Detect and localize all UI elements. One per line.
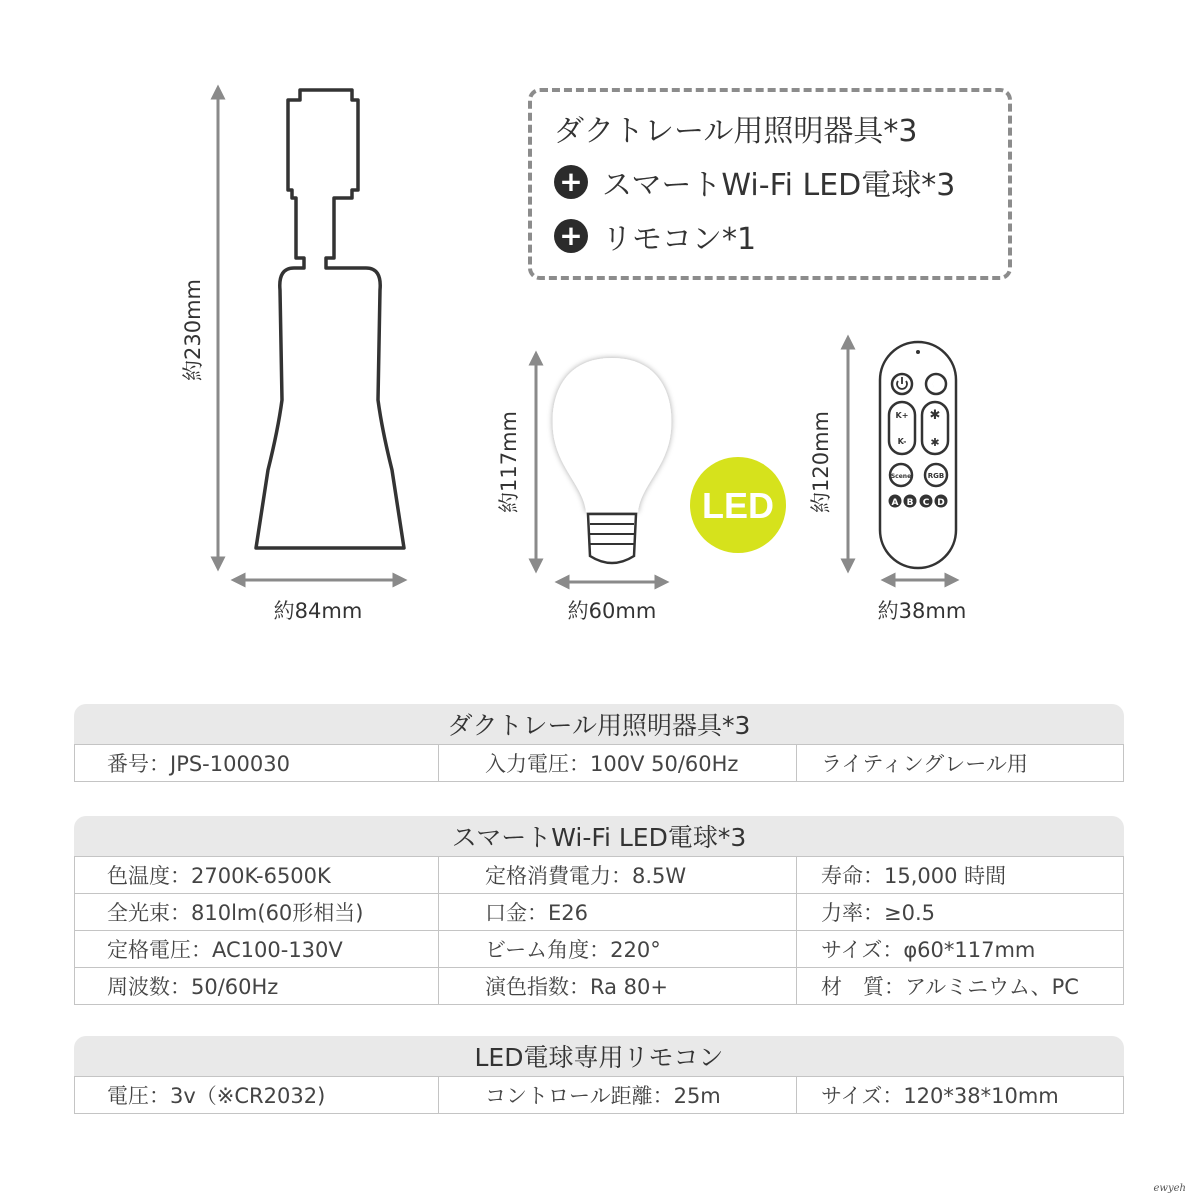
table-row <box>75 744 1123 781</box>
remote-scene: Scene <box>890 473 912 480</box>
remote-width-label: 約38mm <box>877 599 967 623</box>
table-cell: 口金：E26 <box>439 894 797 930</box>
remote-b: B <box>906 498 914 508</box>
table-row <box>75 856 1123 893</box>
table-cell: 周波数：50/60Hz <box>75 968 439 1004</box>
fixture-spec-title: ダクトレール用照明器具*3 <box>74 704 1124 744</box>
bulb-width-label: 約60mm <box>567 599 657 623</box>
watermark: ewyeh <box>1153 1183 1186 1194</box>
table-cell: 電圧：3v（※CR2032) <box>75 1077 439 1113</box>
fixture-width-label: 約84mm <box>273 599 363 623</box>
table-cell: サイズ：φ60*117mm <box>821 938 1036 962</box>
table-cell: ライティングレール用 <box>821 752 1028 776</box>
track-light-fixture-icon <box>256 90 404 548</box>
fixture-spec-table <box>74 704 1124 782</box>
table-cell: 色温度：2700K-6500K <box>75 857 439 893</box>
remote-k-minus: K- <box>897 437 907 446</box>
bulb-spec-table <box>74 816 1124 1005</box>
remote-d: D <box>937 498 945 508</box>
table-row <box>75 930 1123 967</box>
remote-height-label: 約120mm <box>809 411 833 513</box>
table-cell: 定格電圧：AC100-130V <box>75 931 439 967</box>
remote-rgb: RGB <box>927 472 945 480</box>
table-cell: サイズ：120*38*10mm <box>821 1084 1059 1108</box>
plus-icon: + <box>554 219 588 253</box>
table-cell: 全光束：810lm(60形相当) <box>75 894 439 930</box>
bulb-height-label: 約117mm <box>497 411 521 513</box>
table-row <box>75 967 1123 1004</box>
remote-spec-title: LED電球専用リモコン <box>74 1036 1124 1076</box>
brightness-up-icon: ✱ <box>929 408 941 423</box>
table-cell: 入力電圧：100V 50/60Hz <box>439 745 797 781</box>
table-cell: 力率：≥0.5 <box>821 901 935 925</box>
table-cell: 定格消費電力：8.5W <box>439 857 797 893</box>
remote-a: A <box>891 498 899 508</box>
remote-c: C <box>922 498 930 508</box>
fixture-height-label: 約230mm <box>181 279 205 381</box>
led-bulb-icon <box>553 358 672 563</box>
brightness-down-icon: ✱ <box>930 436 940 449</box>
table-cell: ビーム角度：220° <box>439 931 797 967</box>
package-line-remote: + リモコン*1 <box>554 214 756 258</box>
plus-icon: + <box>554 165 588 199</box>
remote-control-icon <box>880 342 956 568</box>
package-line-fixture: ダクトレール用照明器具*3 <box>554 114 918 149</box>
table-cell: 演色指数：Ra 80+ <box>439 968 797 1004</box>
table-cell: 寿命：15,000 時間 <box>821 864 1007 888</box>
table-row <box>75 893 1123 930</box>
package-contents-box <box>528 88 1012 280</box>
led-badge-label: LED <box>702 485 774 526</box>
remote-spec-table <box>74 1036 1124 1114</box>
bulb-spec-title: スマートWi-Fi LED電球*3 <box>74 816 1124 856</box>
package-line-bulb: + スマートWi-Fi LED電球*3 <box>554 160 955 204</box>
table-cell: 材 質：アルミニウム、PC <box>821 975 1079 999</box>
table-cell: 番号：JPS-100030 <box>75 745 439 781</box>
table-row <box>75 1076 1123 1113</box>
remote-k-plus: K+ <box>895 411 909 420</box>
table-cell: コントロール距離：25m <box>439 1077 797 1113</box>
